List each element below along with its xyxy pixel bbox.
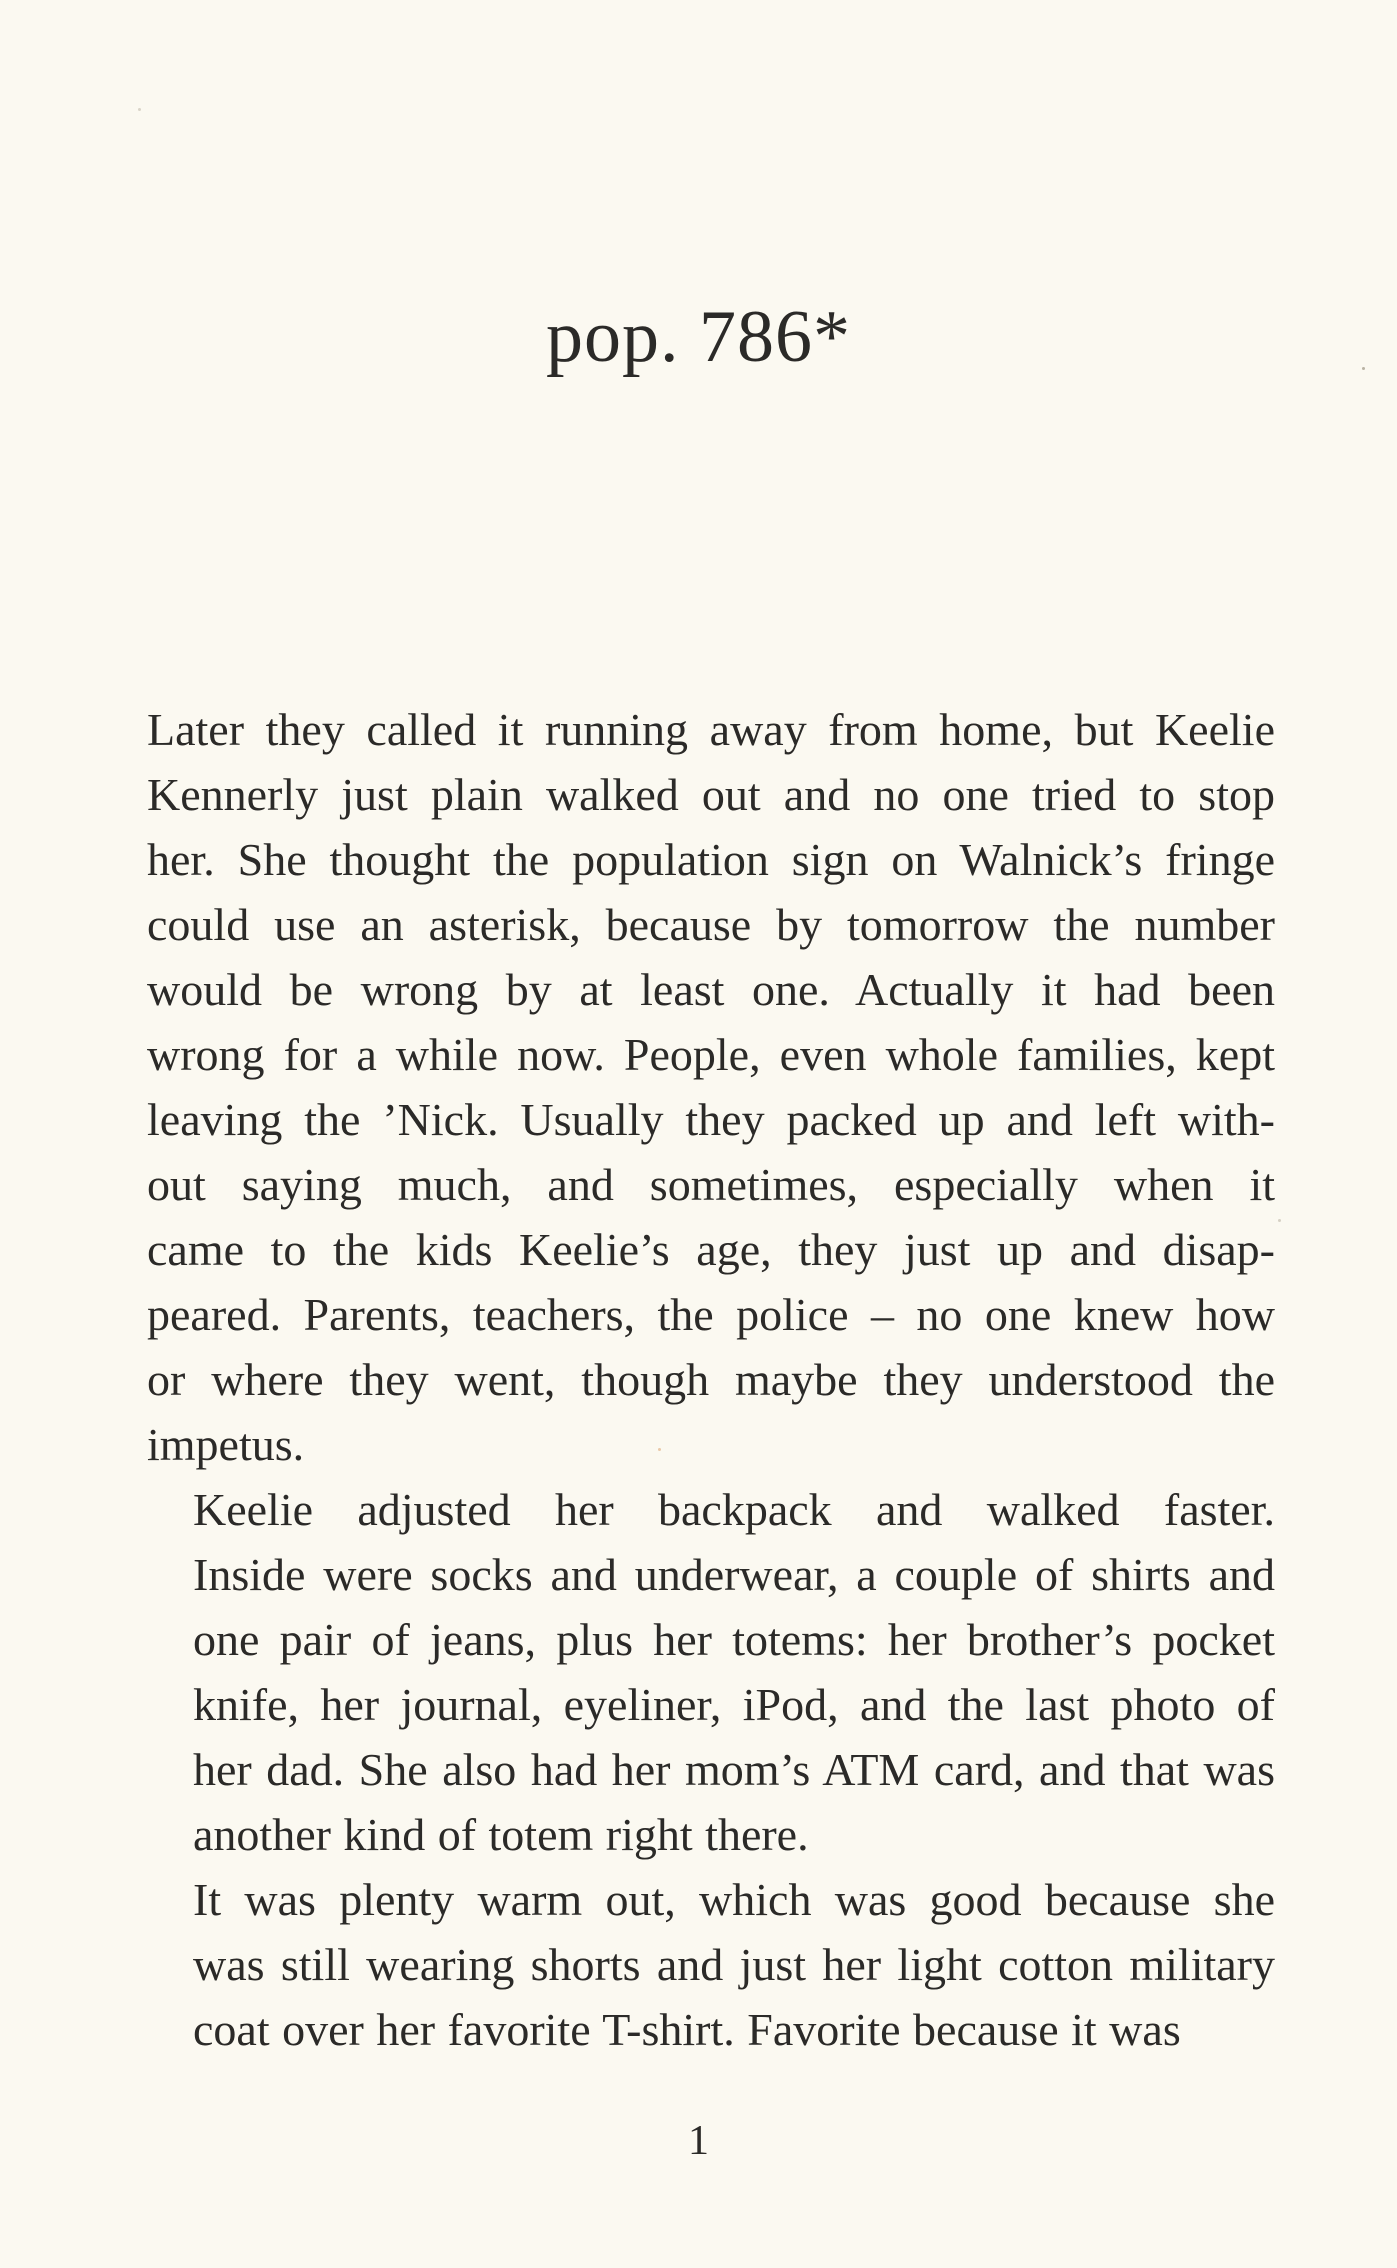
text-line: came to the kids Keelie’s age, they just up and disap- — [147, 1224, 1275, 1275]
page-number: 1 — [688, 2118, 709, 2164]
text-line: Later they called it running away from home, but Keelie — [147, 704, 1275, 755]
text-line: would be wrong by at least one. Actually it had been — [147, 964, 1275, 1015]
text-line: wrong for a while now. People, even whole families, kept — [147, 1029, 1275, 1080]
paper-speck — [138, 108, 141, 111]
paragraph — [147, 1867, 1275, 2062]
text-line: could use an asterisk, because by tomorrow the number — [147, 899, 1275, 950]
text-line: knife, her journal, eyeliner, iPod, and the last photo of — [193, 1679, 1275, 1730]
chapter-title: pop. 786* — [546, 296, 851, 378]
text-line: one pair of jeans, plus her totems: her brother’s pocket — [193, 1614, 1275, 1665]
text-line: Keelie adjusted her backpack and walked faster. — [193, 1484, 1275, 1535]
text-line: was still wearing shorts and just her light cotton military — [193, 1939, 1275, 1990]
text-line: Kennerly just plain walked out and no one tried to stop — [147, 769, 1275, 820]
body-text — [147, 697, 1275, 2062]
paragraph — [147, 697, 1275, 1477]
text-line: impetus. — [147, 1419, 305, 1470]
text-line: coat over her favorite T-shirt. Favorite because it was — [193, 2004, 1181, 2055]
text-line: another kind of totem right there. — [193, 1809, 809, 1860]
paragraph — [147, 1477, 1275, 1867]
text-line: her dad. She also had her mom’s ATM card, and that was — [193, 1744, 1275, 1795]
text-line: leaving the ’Nick. Usually they packed up and left with- — [147, 1094, 1275, 1145]
text-line: It was plenty warm out, which was good because she — [193, 1874, 1275, 1925]
text-line: or where they went, though maybe they understood the — [147, 1354, 1275, 1405]
text-line: Inside were socks and underwear, a couple of shirts and — [193, 1549, 1275, 1600]
paper-speck — [1278, 1219, 1281, 1222]
text-line: out saying much, and sometimes, especially when it — [147, 1159, 1275, 1210]
paper-speck — [658, 1448, 661, 1451]
text-line: peared. Parents, teachers, the police – no one knew how — [147, 1289, 1275, 1340]
paper-speck — [1362, 367, 1365, 370]
text-line: her. She thought the population sign on Walnick’s fringe — [147, 834, 1275, 885]
